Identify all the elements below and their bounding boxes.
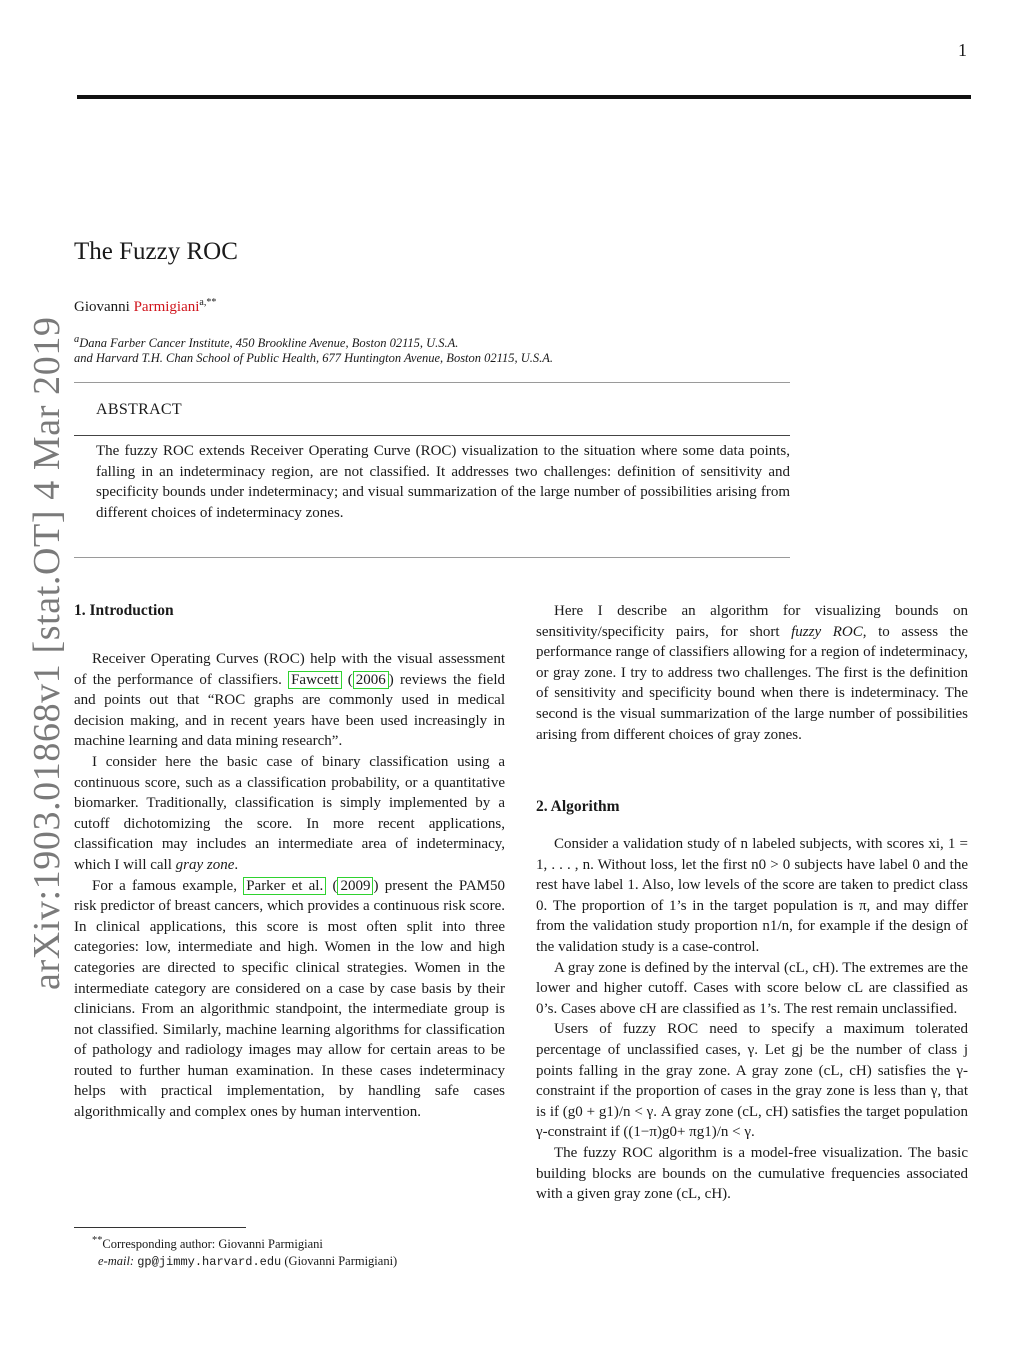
citation-link[interactable]: Parker et al. bbox=[243, 877, 326, 895]
abstract-body: The fuzzy ROC extends Receiver Operating Curve (ROC) visualization to the situation where some data points, falling in an indeterminacy region, are not classified. It addresses two challenges: definition of sensitivity and specificity bounds under indeterminacy; and visual summarization of the large number of possibilities arising from different choices of indeterminacy zones. bbox=[96, 443, 790, 521]
author-last-name[interactable]: Parmigiani bbox=[133, 299, 200, 315]
right-column-intro bbox=[536, 601, 968, 745]
paragraph: For a famous example, Parker et al. ( 2009 ) present the PAM50 risk predictor of breast cancers, which provides a continuous risk score. In clinical applications, this score is most often split into three categories: low, intermediate and high. Women in the low and high categories are directed to specific clinical strategies. Women in the intermediate category are considered on a case by case basis by their clinicians. From an algorithmic standpoint, the intermediate group is not classified. Similarly, machine learning algorithms for classification of pathology and radiology images may allow for certain areas to be routed to further human examination. In these cases indeterminacy helps with practical implementation, by handling safe cases algorithmically and complex ones by human intervention. bbox=[74, 877, 505, 1121]
affiliation-text: and Harvard T.H. Chan School of Public Health, 677 Huntington Avenue, Boston 02115, U.S.A. bbox=[74, 351, 554, 365]
paragraph: A gray zone is defined by the interval (cL, cH). The extremes are the lower and higher cutoff. Cases with score below cL are classified as 0’s. Cases above cH are classified as 1’s. The rest remain unclassified. bbox=[536, 959, 968, 1017]
abstract-top-rule bbox=[74, 382, 790, 383]
right-column-algorithm bbox=[536, 834, 968, 1205]
page-number: 1 bbox=[958, 40, 967, 60]
author-marks: a,** bbox=[199, 297, 217, 308]
author-line bbox=[74, 297, 216, 316]
affiliation-text: Dana Farber Cancer Institute, 450 Brookline Avenue, Boston 02115, U.S.A. bbox=[79, 336, 459, 351]
section-heading-algorithm: 2. Algorithm bbox=[536, 798, 620, 815]
author-first-name: Giovanni bbox=[74, 299, 134, 315]
paragraph: Users of fuzzy ROC need to specify a maximum tolerated percentage of unclassified cases, γ. Let gj be the number of class j points falling in the gray zone. A gray zone (cL, cH) satisfies the γ-constraint if the proportion of cases in the gray zone is less than γ, that is if (g0 + g1)/n < γ. A gray zone (cL, cH) satisfies the target population γ-constraint if ((1−π)g0+ πg1)/n < γ. bbox=[536, 1021, 968, 1141]
footnote-rule bbox=[74, 1227, 246, 1228]
affiliation-2 bbox=[74, 351, 553, 366]
paragraph: Consider a validation study of n labeled subjects, with scores xi, 1 = 1, . . . , n. Without loss, let the first n0 > 0 subjects have label 0 and the rest have label 1. Also, low levels of the score are taken to predict class 0. The proportion of 1’s in the target population is π, and may differ from the validation study proportion n1/n, for example if the design of the validation study is a case-control. bbox=[536, 836, 968, 955]
abstract-heading-rule bbox=[74, 435, 790, 436]
email-link[interactable]: gp@jimmy.harvard.edu bbox=[137, 1255, 282, 1270]
affiliation-1 bbox=[74, 334, 458, 351]
paragraph: I consider here the basic case of binary classification using a continuous score, such as a classification probability, or a quantitative biomarker. Traditionally, classification is simply implemented by a cutoff dichotomizing the score. In more recent applications, classification may includes an intermediate area of indeterminacy, which I will call gray zone. bbox=[74, 753, 505, 873]
paragraph: Here I describe an algorithm for visualizing bounds on sensitivity/specificity pairs, for short fuzzy ROC, to assess the performance range of classifiers allowing for a region of indeterminacy, or gray zone. I try to address two challenges. The first is the definition of sensitivity and specificity bound when there is indeterminacy. The second is the visual summarization of the large number of possibilities arising from different choices of gray zones. bbox=[536, 603, 968, 743]
paper-title: The Fuzzy ROC bbox=[74, 238, 238, 265]
citation-link[interactable]: 2006 bbox=[353, 671, 389, 689]
citation-link[interactable]: Fawcett bbox=[288, 671, 341, 689]
footnote bbox=[92, 1232, 397, 1271]
arxiv-side-identifier: arXiv:1903.01868v1 [stat.OT] 4 Mar 2019 bbox=[26, 316, 68, 990]
paragraph: The fuzzy ROC algorithm is a model-free visualization. The basic building blocks are bounds on the cumulative frequencies associated with a given gray zone (cL, cH). bbox=[536, 1144, 968, 1203]
citation-link[interactable]: 2009 bbox=[337, 877, 373, 895]
affiliation-mark: a bbox=[74, 334, 80, 345]
paragraph: Receiver Operating Curves (ROC) help with the visual assessment of the performance of classifiers. Fawcett ( 2006 ) reviews the field and points out that “ROC graphs are commonly used in medical decision making, and in recent years have been used increasingly in machine learning and data mining research”. bbox=[74, 651, 505, 750]
footnote-email-line: e-mail: gp@jimmy.harvard.edu (Giovanni Parmigiani) bbox=[98, 1254, 398, 1270]
abstract-heading: ABSTRACT bbox=[96, 401, 182, 418]
section-heading-introduction: 1. Introduction bbox=[74, 602, 174, 619]
top-rule bbox=[77, 95, 971, 99]
footnote-corresponding: **Corresponding author: Giovanni Parmigiani bbox=[92, 1235, 323, 1252]
left-column-body bbox=[74, 649, 505, 1123]
abstract-bottom-rule bbox=[74, 557, 790, 558]
